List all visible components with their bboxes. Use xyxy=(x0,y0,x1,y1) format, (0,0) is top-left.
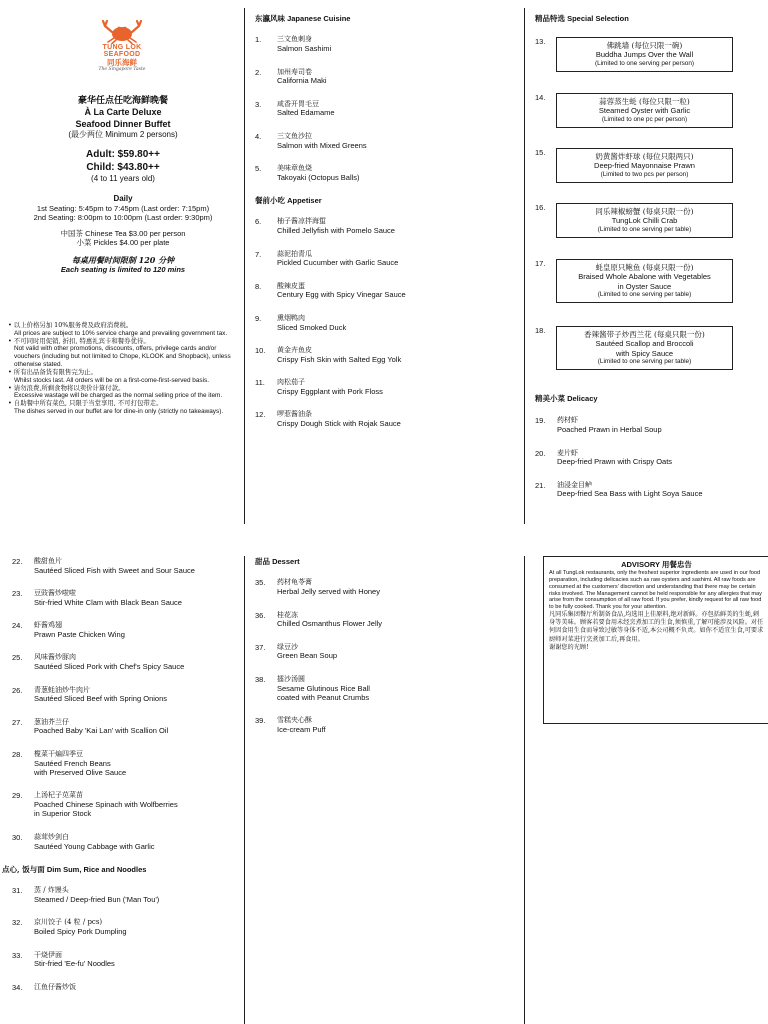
terms-notes xyxy=(8,322,233,416)
item-name-cn: 虾酱鸡翅 xyxy=(34,621,62,630)
note-en: The dishes served in our buffet are for dine-in only (strictly no takeaways). xyxy=(14,407,224,415)
menu-item xyxy=(12,951,240,969)
section-heading-dimsum xyxy=(2,865,240,874)
heading-en: Japanese Cuisine xyxy=(287,14,351,23)
item-number: 9. xyxy=(255,313,262,323)
item-number: 24. xyxy=(12,621,23,631)
item-name-en: Poached Prawn in Herbal Soup xyxy=(557,425,662,435)
item-number: 4. xyxy=(255,131,262,141)
item-name-cn: 香辣酱带子炒西兰花 (每桌只限一份) xyxy=(584,330,705,339)
main-dishes-section xyxy=(2,557,240,992)
item-number: 29. xyxy=(12,791,23,801)
item-number: 7. xyxy=(255,249,262,259)
item-name-en: California Maki xyxy=(277,76,327,86)
item-name-cn: 药材龟苓膏 xyxy=(277,578,312,587)
item-name-en: Sautéed Sliced Beef with Spring Onions xyxy=(34,694,167,704)
heading-cn: 精品特选 xyxy=(535,14,565,23)
section-heading-delicacy xyxy=(535,394,767,403)
item-number: 10. xyxy=(255,345,266,355)
advisory-box xyxy=(543,556,768,724)
item-name-en: Stir-fried White Clam with Black Bean Sauce xyxy=(34,597,182,607)
item-number: 22. xyxy=(12,557,23,566)
note-item xyxy=(8,385,233,401)
note-cn: • 不可同时用促销, 折扣, 特惠礼宾卡和餐券优待。 xyxy=(8,336,150,345)
menu-item xyxy=(12,557,240,575)
heading-cn: 精美小菜 xyxy=(535,394,565,403)
item-name-en: Stir-fried 'Ee-fu' Noodles xyxy=(34,959,115,969)
item-number: 37. xyxy=(255,642,266,652)
item-number: 23. xyxy=(12,589,23,599)
item-name-en-2: with Spicy Sauce xyxy=(615,348,674,358)
item-number: 14. xyxy=(535,93,546,102)
note-en: Not valid with other promotions, discounts, offers, privilege cards and/or vouchers (including but not limited to Chope, KLOOK and Shopback), unless otherwise stated. xyxy=(14,345,231,369)
item-name-cn: 柚子酱凉拌海蜇 xyxy=(277,217,326,226)
section-heading-appetiser xyxy=(255,196,520,205)
item-number: 8. xyxy=(255,281,262,291)
minimum-persons: (最少两位 Minimum 2 persons) xyxy=(68,129,178,139)
heading-cn: 东瀛风味 xyxy=(255,14,285,23)
item-name-en: Salmon with Mixed Greens xyxy=(277,140,367,150)
item-name-cn: 风味酱炒豚肉 xyxy=(34,653,76,662)
item-number: 27. xyxy=(12,717,23,727)
special-item-box xyxy=(556,148,733,183)
item-name-en: Sautéed French Beans xyxy=(34,758,111,768)
intro-block xyxy=(8,96,238,275)
item-name-en: Sautéed Sliced Fish with Sweet and Sour Sauce xyxy=(34,565,195,575)
menu-item xyxy=(12,983,240,992)
section-heading-special xyxy=(535,14,767,23)
menu-item xyxy=(12,886,240,904)
pickles-price: 小菜 Pickles $4.00 per plate xyxy=(76,237,170,247)
item-number: 3. xyxy=(255,99,262,109)
item-name-en: TungLok Chilli Crab xyxy=(611,216,678,226)
heading-en: Appetiser xyxy=(287,196,322,205)
item-name-en: Salmon Sashimi xyxy=(277,44,332,54)
heading-cn: 餐前小吃 xyxy=(255,196,285,205)
item-name-en: Sautéed Young Cabbage with Garlic xyxy=(34,841,155,851)
brand-name: TUNG LOK xyxy=(102,44,142,51)
item-number: 34. xyxy=(12,982,23,992)
menu-item xyxy=(535,416,767,434)
column-divider-top-left xyxy=(244,8,245,524)
item-name-en-2: coated with Peanut Crumbs xyxy=(277,692,370,702)
item-name-en: Herbal Jelly served with Honey xyxy=(277,587,380,597)
menu-item xyxy=(12,589,240,607)
item-name-cn: 蒜蓉蒸生蚝 (每位只限一粒) xyxy=(599,97,690,106)
special-item-box xyxy=(556,93,733,128)
adult-price: Adult: $59.80++ xyxy=(86,148,160,160)
heading-en: Dessert xyxy=(272,557,300,566)
dessert-section xyxy=(255,557,520,734)
item-name-en: Steamed Oyster with Garlic xyxy=(598,106,691,116)
menu-item xyxy=(255,250,520,268)
crab-logo-icon xyxy=(102,18,142,44)
item-number: 35. xyxy=(255,578,266,588)
item-name-en-2: in Oyster Sauce xyxy=(617,281,672,291)
item-name-cn: 美味章鱼烧 xyxy=(277,163,312,172)
menu-item xyxy=(12,791,240,819)
item-limit-note: (Limited to two pcs per person) xyxy=(600,170,689,178)
item-name-cn: 干烧伊面 xyxy=(34,950,62,959)
item-name-cn: 咸香开胃毛豆 xyxy=(277,99,319,108)
menu-item xyxy=(255,675,520,703)
menu-item xyxy=(255,578,520,596)
item-name-cn: 啰惹酱油条 xyxy=(277,410,312,419)
menu-item xyxy=(255,410,520,428)
menu-item xyxy=(255,643,520,661)
item-name-cn: 三文鱼刺身 xyxy=(277,35,312,44)
item-name-cn: 三文鱼沙拉 xyxy=(277,131,312,140)
item-name-en: Takoyaki (Octopus Balls) xyxy=(277,172,360,182)
item-number: 2. xyxy=(255,67,262,77)
menu-item xyxy=(255,35,520,53)
item-name-en: Buddha Jumps Over the Wall xyxy=(595,50,694,60)
item-name-en: Deep-fried Sea Bass with Light Soya Sauce xyxy=(557,489,703,499)
item-number: 20. xyxy=(535,448,546,458)
menu-item xyxy=(12,621,240,639)
advisory-text-cn: 凡同乐集团餐厅所制备食品,均选用上佳原料,绝对新鲜。亦包括鲜美的生蚝,刺身等美味。顾客若要食用未经烹煮加工的生食,须慎重,了解可能涉及风险。对任何因食用生食而导致过敏等身体不适,本公司概不负责。如你不适宜生食,可要求厨师对菜进行烹煮加工后,再食用。 xyxy=(549,611,764,643)
item-name-en: Deep-fried Prawn with Crispy Oats xyxy=(557,457,673,467)
item-name-cn: 酸辣皮蛋 xyxy=(277,281,305,290)
item-name-en-2: with Preserved Olive Sauce xyxy=(34,767,127,777)
advisory-thanks: 谢谢您的光顾! xyxy=(549,643,589,651)
item-name-en: Salted Edamame xyxy=(277,108,335,118)
heading-cn: 甜品 xyxy=(255,557,270,566)
item-name-en: Century Egg with Spicy Vinegar Sauce xyxy=(277,290,406,300)
item-name-en: Chilled Osmanthus Flower Jelly xyxy=(277,619,383,629)
item-name-cn: 绿豆沙 xyxy=(277,642,298,651)
special-item-box xyxy=(556,203,733,238)
item-name-en: Poached Baby 'Kai Lan' with Scallion Oil xyxy=(34,726,169,736)
heading-cn: 点心, 饭与面 xyxy=(2,864,45,874)
menu-item xyxy=(255,164,520,182)
menu-item xyxy=(12,750,240,778)
special-section xyxy=(535,14,767,23)
item-name-cn: 肉松茄子 xyxy=(277,378,305,386)
title-cn: 豪华任点任吃海鲜晚餐 xyxy=(77,96,168,106)
menu-item xyxy=(12,833,240,851)
item-number: 19. xyxy=(535,416,546,426)
item-name-en: Crispy Fish Skin with Salted Egg Yolk xyxy=(277,354,402,364)
menu-item xyxy=(255,282,520,300)
note-cn: • 以上价格另加 10%服务费及政府消费税。 xyxy=(8,321,133,329)
menu-item xyxy=(12,918,240,936)
item-name-en: Sesame Glutinous Rice Ball xyxy=(277,683,370,693)
menu-item xyxy=(255,132,520,150)
item-name-cn: 上汤杞子苋菜苗 xyxy=(34,791,83,800)
item-number: 28. xyxy=(12,749,23,759)
seating-1: 1st Seating: 5:45pm to 7:45pm (Last order: 7:15pm) xyxy=(36,203,210,213)
child-age: (4 to 11 years old) xyxy=(91,173,155,183)
item-name-cn: 榄菜干煸四季豆 xyxy=(34,749,83,758)
item-name-en: Braised Whole Abalone with Vegetables xyxy=(578,272,711,282)
section-heading-japanese xyxy=(255,14,520,23)
item-name-en: Crispy Eggplant with Pork Floss xyxy=(277,386,383,396)
time-limit-cn: 每桌用餐时间限制 120 分钟 xyxy=(71,255,175,266)
item-name-en: Ice-cream Puff xyxy=(277,725,326,734)
item-limit-note: (Limited to one serving per table) xyxy=(597,291,692,299)
title-en-2: Seafood Dinner Buffet xyxy=(75,118,171,129)
item-name-cn: 同乐辣椒螃蟹 (每桌只限一份) xyxy=(595,207,694,216)
heading-en: Delicacy xyxy=(567,394,598,403)
item-name-cn: 桂花冻 xyxy=(277,610,298,619)
menu-item xyxy=(255,716,520,734)
note-item xyxy=(8,369,233,385)
item-limit-note: (Limited to one serving per table) xyxy=(597,225,692,233)
menu-item xyxy=(255,314,520,332)
item-name-cn: 京川饺子 (4 粒 / pcs) xyxy=(34,918,103,927)
menu-item xyxy=(535,481,767,499)
item-number: 15. xyxy=(535,148,546,157)
item-name-cn: 油浸金目鲈 xyxy=(557,480,592,489)
item-name-cn: 葱油芥兰仔 xyxy=(34,717,69,726)
item-name-cn: 青葱蚝油炒牛肉片 xyxy=(34,685,90,694)
item-number: 1. xyxy=(255,35,262,45)
item-name-en: Sautéed Sliced Pork with Chef's Spicy Sauce xyxy=(34,662,185,672)
menu-item xyxy=(255,68,520,86)
item-name-en-2: in Superior Stock xyxy=(34,809,92,819)
menu-item xyxy=(255,346,520,364)
seating-2: 2nd Seating: 8:00pm to 10:00pm (Last order: 9:30pm) xyxy=(33,213,213,223)
item-name-cn: 加州寿司卷 xyxy=(277,67,312,76)
item-number: 6. xyxy=(255,217,262,227)
item-name-cn: 蒸 / 炸馒头 xyxy=(34,886,69,895)
item-name-en: Poached Chinese Spinach with Wolfberries xyxy=(34,800,178,809)
item-name-cn: 蒜泥拍青瓜 xyxy=(277,249,312,258)
menu-item xyxy=(255,378,520,396)
item-number: 17. xyxy=(535,259,546,268)
note-cn: • 所有出品备货有限售完为止。 xyxy=(8,367,97,376)
item-name-cn: 蚝皇原只鲍鱼 (每桌只限一份) xyxy=(595,263,694,272)
item-number: 13. xyxy=(535,37,546,46)
menu-item xyxy=(535,449,767,467)
item-name-en: Prawn Paste Chicken Wing xyxy=(34,630,125,639)
item-name-en: Green Bean Soup xyxy=(277,651,338,661)
section-heading-dessert xyxy=(255,557,520,566)
note-en: Excessive wastage will be charged as the normal selling price of the item. xyxy=(14,392,223,400)
item-name-cn: 药材虾 xyxy=(557,416,578,425)
chinese-tea-price: 中国茶 Chinese Tea $3.00 per person xyxy=(60,228,186,238)
note-item xyxy=(8,338,233,369)
menu-item xyxy=(12,718,240,736)
brand-name-2: SEAFOOD xyxy=(103,51,141,59)
brand-tagline: The Singapore Taste xyxy=(98,66,146,72)
column-divider-bottom-right xyxy=(524,556,525,1024)
delicacy-section xyxy=(535,394,767,499)
japanese-section xyxy=(255,14,520,428)
note-item xyxy=(8,400,233,416)
title-en-1: À La Carte Deluxe xyxy=(84,107,162,118)
note-cn: • 请勿浪费,所剩食物将以卖价计算付款。 xyxy=(8,383,125,392)
item-number: 5. xyxy=(255,163,262,173)
item-name-en: Deep-fried Mayonnaise Prawn xyxy=(594,161,695,171)
special-item-box xyxy=(556,37,733,72)
item-name-en: Boiled Spicy Pork Dumpling xyxy=(34,927,127,937)
item-number: 21. xyxy=(535,480,546,490)
note-en: All prices are subject to 10% service charge and prevailing government tax. xyxy=(14,329,228,337)
menu-item xyxy=(12,686,240,704)
item-name-en: Steamed / Deep-fried Bun ('Man Tou') xyxy=(34,895,160,904)
item-number: 26. xyxy=(12,685,23,695)
column-divider-top-right xyxy=(524,8,525,524)
item-name-cn: 麦片虾 xyxy=(557,448,578,457)
item-number: 30. xyxy=(12,832,23,842)
item-number: 33. xyxy=(12,950,23,960)
item-number: 39. xyxy=(255,716,266,726)
special-item-box xyxy=(556,259,733,303)
item-limit-note: (Limited to one serving per table) xyxy=(597,358,692,366)
item-name-en: Chilled Jellyfish with Pomelo Sauce xyxy=(277,226,395,236)
item-name-cn: 佛跳墙 (每位只限一碗) xyxy=(606,41,683,50)
note-item xyxy=(8,322,233,338)
item-name-cn: 豆豉酱炒啦啦 xyxy=(34,589,76,598)
item-name-cn: 酸甜鱼片 xyxy=(34,557,62,565)
item-name-en: Sautéed Scallop and Broccoli xyxy=(595,339,694,349)
column-divider-bottom-left xyxy=(244,556,245,1024)
note-cn: • 自助餐中所有菜色, 只限于当堂享用, 不可打包带走。 xyxy=(8,399,163,408)
item-number: 25. xyxy=(12,653,23,663)
item-number: 36. xyxy=(255,610,266,620)
item-name-cn: 擂沙汤圆 xyxy=(277,674,305,683)
item-number: 38. xyxy=(255,674,266,684)
time-limit-en: Each seating is limited to 120 mins xyxy=(60,265,186,275)
daily-label: Daily xyxy=(113,193,133,203)
item-name-en: Sliced Smoked Duck xyxy=(277,322,347,332)
item-number: 31. xyxy=(12,886,23,896)
item-number: 32. xyxy=(12,918,23,928)
item-name-cn: 奶黄酱炸虾球 (每位只限两只) xyxy=(595,152,694,161)
item-number: 12. xyxy=(255,410,266,420)
item-name-cn: 雪糕夹心酥 xyxy=(277,716,312,725)
brand-logo xyxy=(92,18,152,73)
item-limit-note: (Limited to one pc per person) xyxy=(601,115,688,123)
item-name-cn: 熏烟鸭肉 xyxy=(277,313,305,322)
advisory-text-en: At all TungLok restaurants, only the freshest superior ingredients are used in our food preparation, including delicacies such as raw oysters and sashimi. All raw foods are consumed at the customers' discretion and understanding that there may be certain risks involved. The Management cannot be held responsible for any allergies that may arise from the consumption of all raw food. If you prefer, kindly request for all raw food to be fully cooked. Thank you for your attention. xyxy=(549,570,762,611)
brand-name-cn: 同乐海鲜 xyxy=(107,57,137,67)
advisory-title: ADVISORY 用餐忠告 xyxy=(621,560,692,569)
item-number: 11. xyxy=(255,378,265,387)
menu-item xyxy=(12,653,240,671)
heading-en: Special Selection xyxy=(567,14,629,23)
special-item-box xyxy=(556,326,733,370)
item-limit-note: (Limited to one serving per person) xyxy=(594,59,695,67)
menu-item xyxy=(255,100,520,118)
item-name-en: Crispy Dough Stick with Rojak Sauce xyxy=(277,418,401,428)
note-en: Whilst stocks last. All orders will be on a first-come-first-served basis. xyxy=(14,376,209,384)
item-name-en: Pickled Cucumber with Garlic Sauce xyxy=(277,258,399,268)
child-price: Child: $43.80++ xyxy=(86,161,160,173)
item-name-cn: 江鱼仔酱炒饭 xyxy=(34,982,76,991)
item-name-cn: 黄金卉鱼皮 xyxy=(277,345,312,354)
menu-item xyxy=(255,217,520,235)
item-number: 18. xyxy=(535,326,546,335)
heading-en: Dim Sum, Rice and Noodles xyxy=(46,864,147,874)
item-number: 16. xyxy=(535,203,546,212)
menu-item xyxy=(255,611,520,629)
item-name-cn: 蒜茸炒剑白 xyxy=(34,832,69,841)
